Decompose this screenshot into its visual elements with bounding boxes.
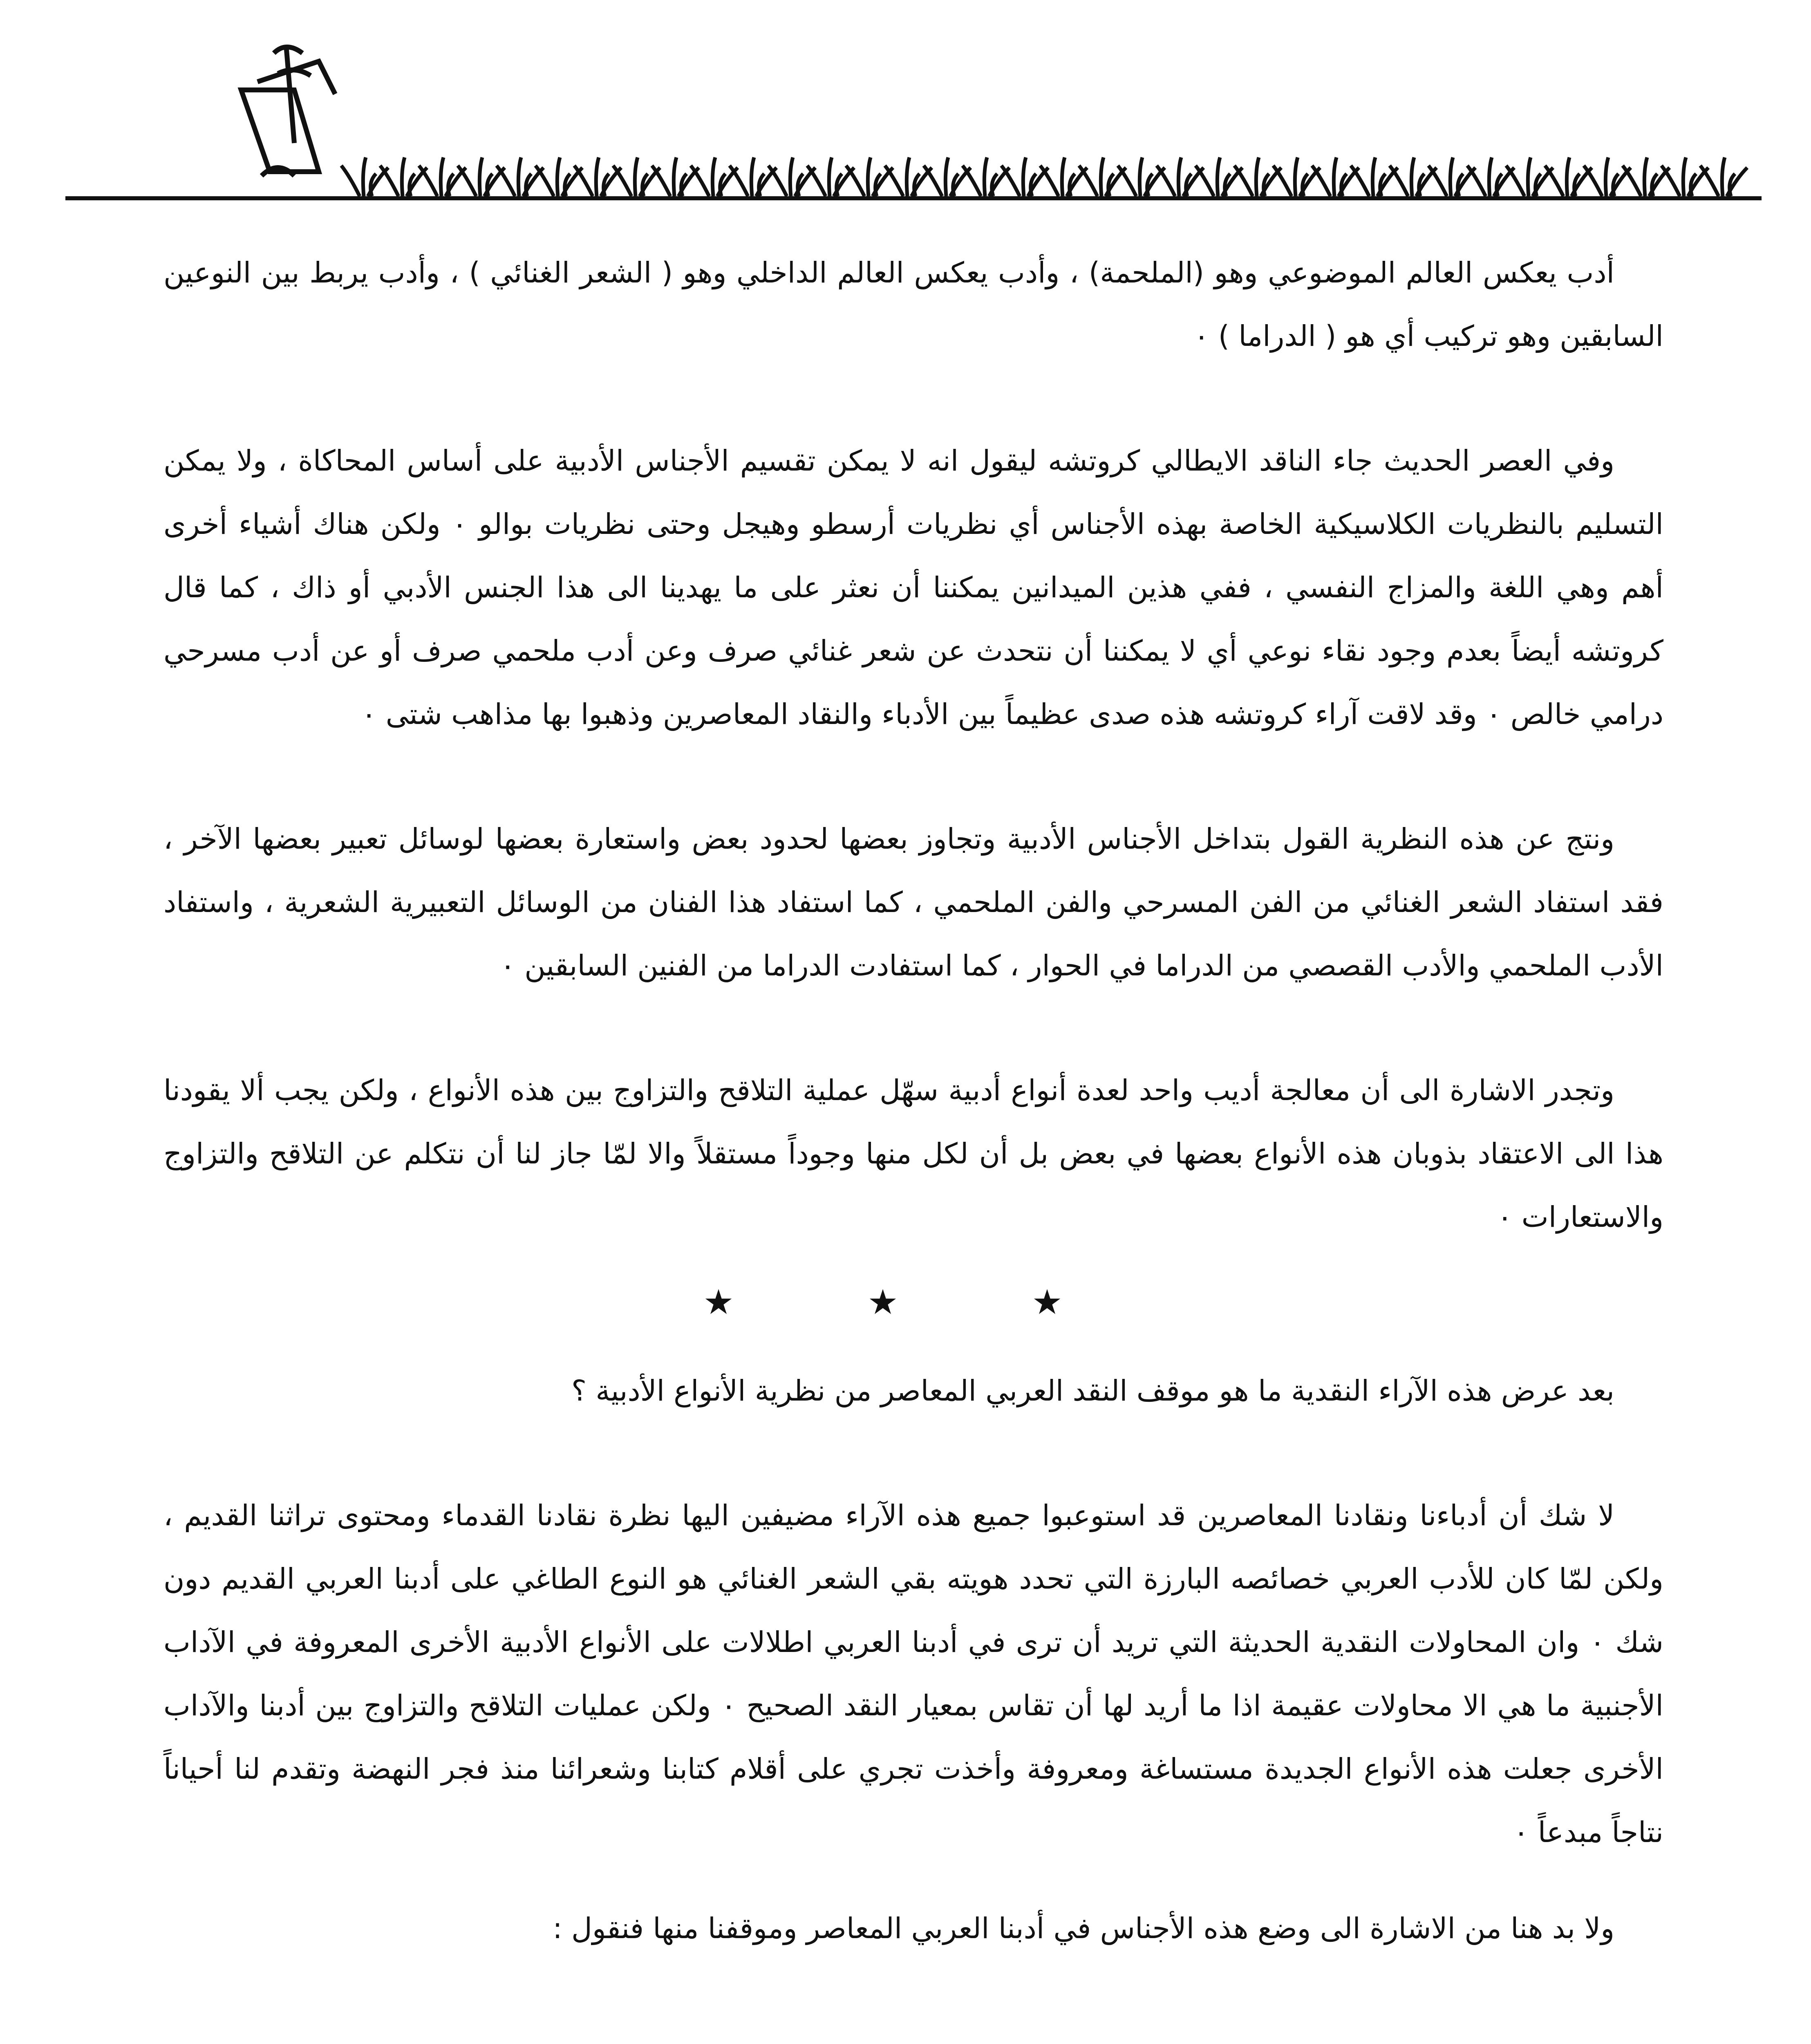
paragraph-1: أدب يعكس العالم الموضوعي وهو (الملحمة) ، وأدب يعكس العالم الداخلي وهو ( الشعر الغنائي ) ، وأدب يربط بين النوعين السابقين وهو تركيب أي هو ( الدراما ) ٠ [163,256,1663,353]
grass-tuft [419,157,466,196]
grass-tuft [1001,157,1048,196]
grass-tuft [1584,157,1631,196]
grass-ornament-band [341,157,1747,196]
grass-tuft [885,157,932,196]
paragraph-6: لا شك أن أدباءنا ونقادنا المعاصرين قد استوعبوا جميع هذه الآراء مضيفين اليها نظرة نقادنا القدماء ومحتوى تراثنا القديم ، ولكن لمّا كان للأدب العربي خصائصه البارزة التي تحدد هويته بقي الشعر الغنائي هو النوع الطاغي على أدبنا العربي القديم دون شك ٠ وان المحاولات النقدية الحديثة التي تريد أن ترى في أدبنا العربي اطلالات على الأنواع الأدبية الأخرى المعروفة في الآداب الأجنبية ما هي الا محاولات عقيمة اذا ما أريد لها أن تقاس بمعيار النقد الصحيح ٠ ولكن عمليات التلاقح والتزاوج بين أدبنا والآداب الأخرى جعلت هذه الأنواع الجديدة مستساغة ومعروفة وأخذت تجري على أقلام كتابنا وشعرائنا منذ فجر النهضة وتقدم لنا أحياناً نتاجاً مبدعاً ٠ [163,1499,1663,1849]
grass-tuft [1428,157,1475,196]
grass-tuft [963,157,1010,196]
grass-tuft [1467,157,1514,196]
grass-tuft [458,157,505,196]
grass-tuft [924,157,971,196]
grass-tuft [730,157,777,196]
section-separator: ★ ★ ★ [703,1282,1124,1322]
grass-tuft [1234,157,1281,196]
grass-tuft [1195,157,1242,196]
grass-tuft [497,157,544,196]
grass-tuft [691,157,738,196]
grass-tuft [768,157,815,196]
grass-tuft [1506,157,1553,196]
grass-tuft [1079,157,1126,196]
header-ornament [65,37,1762,213]
grass-tuft [613,157,660,196]
body-text [163,241,1663,1960]
paragraph-2: وفي العصر الحديث جاء الناقد الايطالي كروتشه ليقول انه لا يمكن تقسيم الأجناس الأدبية على أساس المحاكاة ، ولا يمكن التسليم بالنظريات الكلاسيكية الخاصة بهذه الأجناس أي نظريات أرسطو وهيجل وحتى نظريات بوالو ٠ ولكن هناك أشياء أخرى أهم وهي اللغة والمزاج النفسي ، ففي هذين الميدانين يمكننا أن نعثر على ما يهدينا الى هذا الجنس الأدبي أو ذاك ، كما قال كروتشه أيضاً بعدم وجود نقاء نوعي أي لا يمكننا أن نتحدث عن شعر غنائي صرف وعن أدب ملحمي صرف أو عن أدب مسرحي درامي خالص ٠ وقد لاقت آراء كروتشه هذه صدى عظيماً بين الأدباء والنقاد المعاصرين وذهبوا بها مذاهب شتى ٠ [163,444,1663,731]
grass-tuft [1700,157,1747,196]
grass-tuft [652,157,699,196]
grass-tuft [1312,157,1359,196]
grass-tuft [341,157,388,196]
grass-tuft [380,157,427,196]
grass-tuft [1040,157,1087,196]
grass-tuft [1157,157,1204,196]
grass-tuft [1661,157,1708,196]
grass-tuft [846,157,893,196]
paragraph-5: بعد عرض هذه الآراء النقدية ما هو موقف النقد العربي المعاصر من نظرية الأنواع الأدبية ؟ [571,1374,1614,1407]
paragraph-7: ولا بد هنا من الاشارة الى وضع هذه الأجناس في أدبنا العربي المعاصر وموقفنا منها فنقول : [553,1912,1614,1945]
grass-tuft [1273,157,1320,196]
grass-tuft [1390,157,1437,196]
grass-tuft [1118,157,1165,196]
paragraph-4: وتجدر الاشارة الى أن معالجة أديب واحد لعدة أنواع أدبية سهّل عملية التلاقح والتزاوج بين هذه الأنواع ، ولكن يجب ألا يقودنا هذا الى الاعتقاد بذوبان هذه الأنواع بعضها في بعض بل أن لكل منها وجوداً مستقلاً والا لمّا جاز لنا أن نتكلم عن التلاقح والتزاوج والاستعارات ٠ [163,1074,1663,1234]
paragraph-3: ونتج عن هذه النظرية القول بتداخل الأجناس الأدبية وتجاوز بعضها لحدود بعض واستعارة بعضها لوسائل تعبير بعضها الآخر ، فقد استفاد الشعر الغنائي من الفن المسرحي والفن الملحمي ، كما استفاد هذا الفنان من الوسائل التعبيرية الشعرية ، واستفاد الأدب الملحمي والأدب القصصي من الدراما في الحوار ، كما استفادت الدراما من الفنين السابقين ٠ [163,822,1663,982]
grass-tuft [1623,157,1670,196]
grass-tuft [1545,157,1592,196]
inkwell-quill-icon [241,45,335,176]
grass-tuft [807,157,854,196]
grass-tuft [535,157,582,196]
grass-tuft [1351,157,1398,196]
grass-tuft [574,157,621,196]
